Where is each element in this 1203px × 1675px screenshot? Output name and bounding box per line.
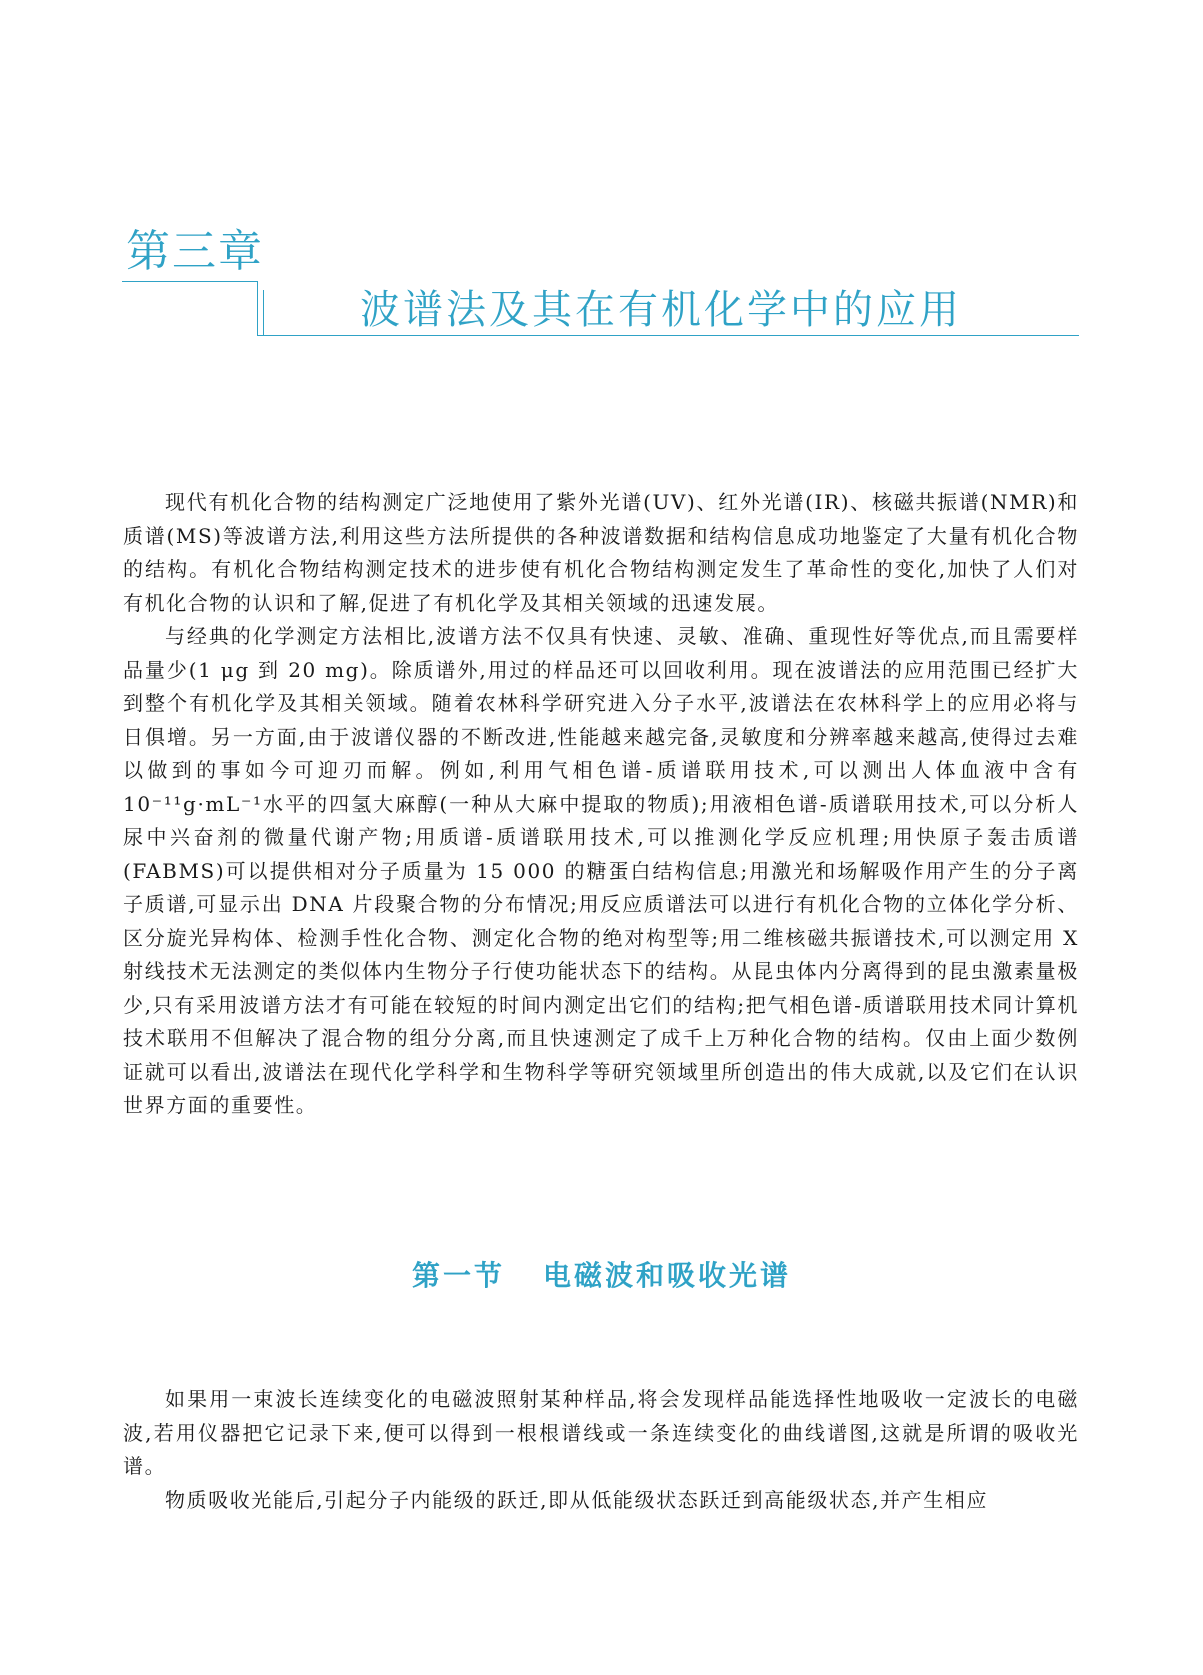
chapter-label: 第三章 [126, 226, 264, 277]
section-heading [0, 1259, 1203, 1292]
intro-paragraph-2: 与经典的化学测定方法相比,波谱方法不仅具有快速、灵敏、准确、重现性好等优点,而且需要样品量少(1 μg 到 20 mg)。除质谱外,用过的样品还可以回收利用。现在波谱法的应用范围已经扩大到整个有机化学及其相关领域。随着农林科学研究进入分子水平,波谱法在农林科学上的应用必将与日俱增。另一方面,由于波谱仪器的不断改进,性能越来越完备,灵敏度和分辨率越来越高,使得过去难以做到的事如今可迎刃而解。例如,利用气相色谱-质谱联用技术,可以测出人体血液中含有 10⁻¹¹g·mL⁻¹水平的四氢大麻醇(一种从大麻中提取的物质);用液相色谱-质谱联用技术,可以分析人尿中兴奋剂的微量代谢产物;用质谱-质谱联用技术,可以推测化学反应机理;用快原子轰击质谱(FABMS)可以提供相对分子质量为 15 000 的糖蛋白结构信息;用激光和场解吸作用产生的分子离子质谱,可显示出 DNA 片段聚合物的分布情况;用反应质谱法可以进行有机化合物的立体化学分析、区分旋光异构体、检测手性化合物、测定化合物的绝对构型等;用二维核磁共振谱技术,可以测定用 X 射线技术无法测定的类似体内生物分子行使功能状态下的结构。从昆虫体内分离得到的昆虫激素量极少,只有采用波谱方法才有可能在较短的时间内测定出它们的结构;把气相色谱-质谱联用技术同计算机技术联用不但解决了混合物的组分分离,而且快速测定了成千上万种化合物的结构。仅由上面少数例证就可以看出,波谱法在现代化学科学和生物科学等研究领域里所创造出的伟大成就,以及它们在认识世界方面的重要性。 [123, 624, 1079, 1117]
chapter-rule-vertical-outer [257, 281, 258, 335]
section-body [123, 1383, 1079, 1517]
chapter-title: 波谱法及其在有机化学中的应用 [360, 287, 962, 333]
section-title: 电磁波和吸收光谱 [543, 1259, 792, 1292]
chapter-rule-bottom [257, 335, 1079, 336]
section-paragraph-2: 物质吸收光能后,引起分子内能级的跃迁,即从低能级状态跃迁到高能级状态,并产生相应 [165, 1487, 989, 1512]
chapter-rule-vertical-inner [263, 290, 264, 335]
section-number: 第一节 [411, 1259, 505, 1292]
chapter-rule-top [122, 281, 257, 282]
intro-body [123, 486, 1079, 1123]
section-paragraph-1: 如果用一束波长连续变化的电磁波照射某种样品,将会发现样品能选择性地吸收一定波长的电磁波,若用仪器把它记录下来,便可以得到一根根谱线或一条连续变化的曲线谱图,这就是所谓的吸收光谱。 [123, 1387, 1079, 1478]
intro-paragraph-1: 现代有机化合物的结构测定广泛地使用了紫外光谱(UV)、红外光谱(IR)、核磁共振谱(NMR)和质谱(MS)等波谱方法,利用这些方法所提供的各种波谱数据和结构信息成功地鉴定了大量有机化合物的结构。有机化合物结构测定技术的进步使有机化合物结构测定发生了革命性的变化,加快了人们对有机化合物的认识和了解,促进了有机化学及其相关领域的迅速发展。 [123, 490, 1079, 615]
